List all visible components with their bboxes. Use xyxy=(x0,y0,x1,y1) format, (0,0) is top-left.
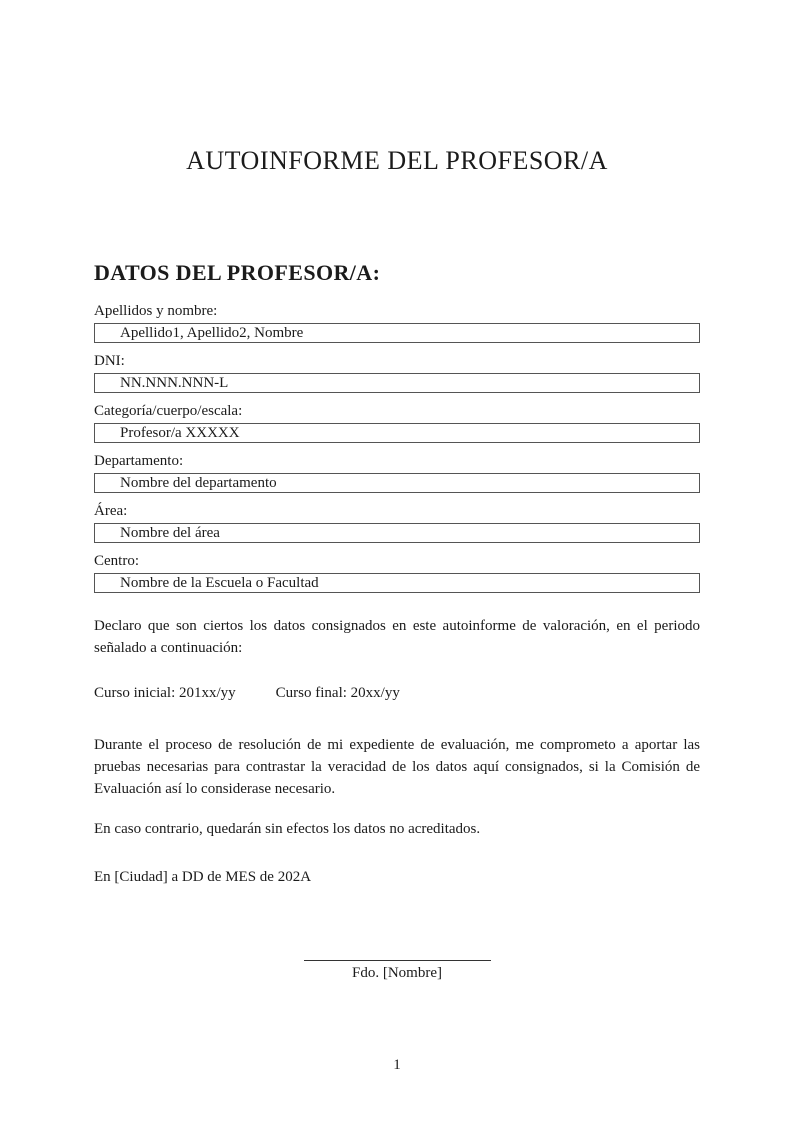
field-apellidos-nombre-value: Apellido1, Apellido2, Nombre xyxy=(120,325,304,341)
field-departamento xyxy=(94,452,700,493)
document-content xyxy=(94,260,700,984)
field-departamento-value: Nombre del departamento xyxy=(120,475,277,491)
field-categoria-label: Categoría/cuerpo/escala: xyxy=(94,403,243,419)
field-dni-box[interactable] xyxy=(94,373,700,393)
field-area xyxy=(94,502,700,543)
field-centro-label: Centro: xyxy=(94,553,139,569)
field-categoria-value: Profesor/a XXXXX xyxy=(120,425,240,441)
field-departamento-box[interactable] xyxy=(94,473,700,493)
field-dni xyxy=(94,352,700,393)
declaration-consequence: En caso contrario, quedarán sin efectos los datos no acreditados. xyxy=(94,821,481,837)
field-centro-value: Nombre de la Escuela o Facultad xyxy=(120,575,319,591)
signature-block xyxy=(94,960,700,984)
section-heading: DATOS DEL PROFESOR/A: xyxy=(94,260,381,285)
field-dni-value: NN.NNN.NNN-L xyxy=(120,375,229,391)
declaration-intro: Declaro que son ciertos los datos consignados en este autoinforme de valoración, en el periodo señalado a continuación: xyxy=(94,618,700,656)
field-apellidos-nombre-label: Apellidos y nombre: xyxy=(94,303,218,319)
field-categoria-box[interactable] xyxy=(94,423,700,443)
curso-range-line xyxy=(94,682,700,704)
field-area-box[interactable] xyxy=(94,523,700,543)
place-date-line: En [Ciudad] a DD de MES de 202A xyxy=(94,869,312,885)
field-departamento-label: Departamento: xyxy=(94,453,184,469)
field-centro xyxy=(94,552,700,593)
field-centro-box[interactable] xyxy=(94,573,700,593)
curso-inicial: Curso inicial: 201xx/yy xyxy=(94,685,236,701)
signature-line xyxy=(304,960,491,961)
profesor-data-fields xyxy=(94,302,700,593)
page-number: 1 xyxy=(393,1057,401,1073)
field-dni-label: DNI: xyxy=(94,353,125,369)
field-apellidos-nombre xyxy=(94,302,700,343)
field-categoria xyxy=(94,402,700,443)
field-apellidos-nombre-box[interactable] xyxy=(94,323,700,343)
declaration-commitment: Durante el proceso de resolución de mi expediente de evaluación, me comprometo a aportar las pruebas necesarias para contrastar la veracidad de los datos aquí consignados, si la Comisión de Evaluación así lo considerase necesario. xyxy=(94,737,700,797)
document-title: AUTOINFORME DEL PROFESOR/A xyxy=(186,146,608,175)
curso-final: Curso final: 20xx/yy xyxy=(275,685,400,701)
field-area-label: Área: xyxy=(94,503,128,519)
signature-label: Fdo. [Nombre] xyxy=(352,965,442,981)
field-area-value: Nombre del área xyxy=(120,525,220,541)
